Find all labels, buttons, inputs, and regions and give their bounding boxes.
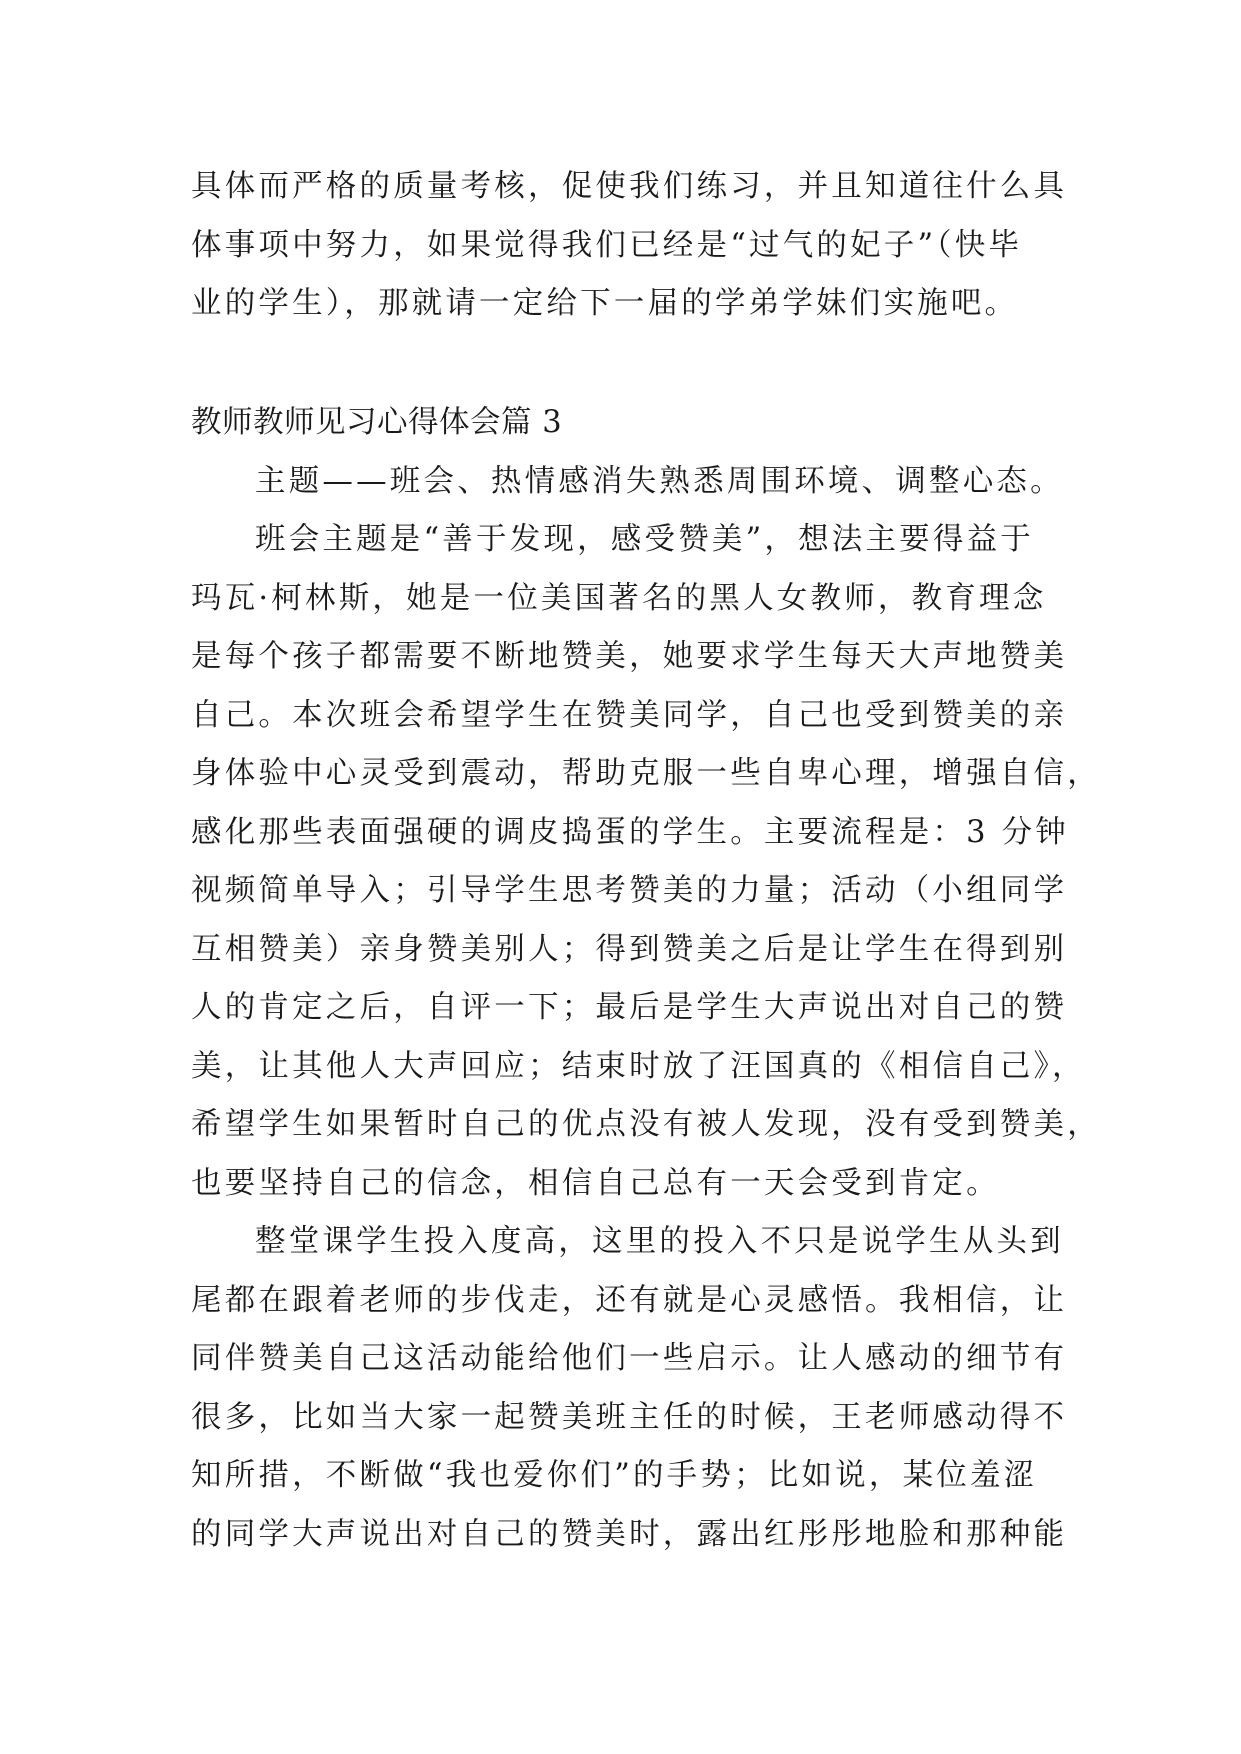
paragraph-line: 身体验中心灵受到震动，帮助克服一些自卑心理，增强自信， xyxy=(191,756,1101,791)
paragraph-line-indented: 整堂课学生投入度高，这里的投入不只是说学生从头到 xyxy=(255,1224,1064,1259)
paragraph-line: 体事项中努力，如果觉得我们已经是“过气的妃子”（快毕 xyxy=(191,227,1023,263)
paragraph-line-indented: 班会主题是“善于发现，感受赞美”，想法主要得益于 xyxy=(255,522,1034,557)
paragraph-line: 知所措，不断做“我也爱你们”的手势；比如说，某位羞涩 xyxy=(191,1458,1038,1493)
paragraph-line: 玛瓦·柯林斯，她是一位美国著名的黑人女教师，教育理念 xyxy=(191,580,1047,616)
paragraph-line: 互相赞美）亲身赞美别人；得到赞美之后是让学生在得到别 xyxy=(191,931,1068,967)
paragraph-line: 同伴赞美自己这活动能给他们一些启示。让人感动的细节有 xyxy=(191,1341,1068,1376)
paragraph-line: 也要坚持自己的信念，相信自己总有一天会受到肯定。 xyxy=(191,1165,1000,1201)
paragraph-line: 希望学生如果暂时自己的优点没有被人发现，没有受到赞美， xyxy=(191,1107,1101,1142)
paragraph-line: 是每个孩子都需要不断地赞美，她要求学生每天大声地赞美 xyxy=(191,639,1068,674)
paragraph-line: 尾都在跟着老师的步伐走，还有就是心灵感悟。我相信，让 xyxy=(191,1282,1068,1318)
paragraph-line: 业的学生），那就请一定给下一届的学弟学妹们实施吧。 xyxy=(191,286,1019,321)
paragraph-line: 人的肯定之后，自评一下；最后是学生大声说出对自己的赞 xyxy=(191,990,1068,1025)
paragraph-line: 美，让其他人大声回应；结束时放了汪国真的《相信自己》， xyxy=(191,1048,1086,1084)
paragraph-line: 视频简单导入；引导学生思考赞美的力量；活动（小组同学 xyxy=(191,873,1068,908)
paragraph-line: 感化那些表面强硬的调皮捣蛋的学生。主要流程是：3 分钟 xyxy=(191,814,1069,850)
paragraph-line: 具体而严格的质量考核，促使我们练习，并且知道往什么具 xyxy=(191,169,1068,204)
section-body xyxy=(191,394,1101,1564)
paragraph-line: 自己。本次班会希望学生在赞美同学，自己也受到赞美的亲 xyxy=(191,697,1068,733)
paragraph-line-indented: 主题——班会、热情感消失熟悉周围环境、调整心态。 xyxy=(255,463,1064,499)
paragraph-line: 的同学大声说出对自己的赞美时，露出红彤彤地脸和那种能 xyxy=(191,1516,1068,1552)
section-heading: 教师教师见习心得体会篇 3 xyxy=(191,405,563,440)
paragraph-line: 很多，比如当大家一起赞美班主任的时候，王老师感动得不 xyxy=(191,1399,1068,1435)
continuation-paragraph xyxy=(191,158,1068,334)
